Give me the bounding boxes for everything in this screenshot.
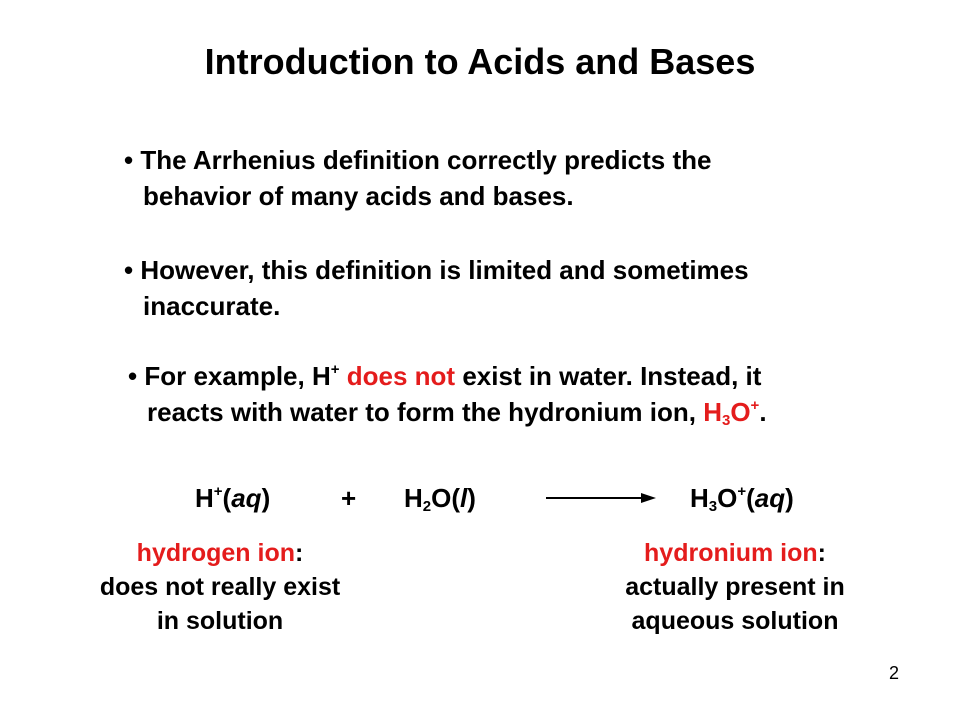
bullet-text: behavior of many acids and bases. [143, 181, 574, 211]
note-hydrogen-ion: hydrogen ion: does not really exist in solution [40, 536, 400, 638]
bullet-line: reacts with water to form the hydronium ion, $H_3O^+$. [147, 397, 767, 429]
note-line: actually present in [625, 573, 845, 601]
bullet-line [124, 178, 711, 214]
bullet-arrhenius [124, 142, 711, 214]
bullet-dot: • [128, 361, 138, 391]
superscript: + [330, 361, 340, 378]
bullet-example [128, 358, 767, 430]
bullet-line [124, 142, 711, 178]
hydronium-formula: $H_3O^+$ [703, 397, 760, 429]
bullet-text: However, this definition is limited and sometimes [140, 255, 749, 285]
bullet-dot: • [124, 255, 134, 285]
bullet-text: inaccurate. [143, 291, 281, 321]
reaction-arrow-icon [545, 490, 657, 506]
highlight-text: does not [346, 361, 456, 391]
note-hydronium-ion: hydronium ion: actually present in aqueous solution [570, 536, 900, 638]
slide-title: Introduction to Acids and Bases [204, 41, 756, 82]
bullet-text: The Arrhenius definition correctly predicts the [140, 145, 712, 175]
equation-reactant-hydrogen: H+(aq) [195, 483, 271, 513]
note-line: in solution [156, 607, 284, 635]
note-label: hydrogen ion [136, 539, 295, 567]
bullet-limitation [124, 252, 749, 324]
bullet-text: reacts with water to form the hydronium ion, [147, 397, 696, 427]
equation-reactant-water: $H_2O(l)$ [404, 483, 476, 515]
page-number: 2 [889, 663, 900, 683]
note-line: aqueous solution [631, 607, 839, 635]
note-line: does not really exist [99, 573, 341, 601]
bullet-line [124, 252, 749, 288]
equation-product-hydronium: $H_3O^+(aq)$ [690, 483, 794, 515]
bullet-text: exist in water. Instead, it [462, 361, 762, 391]
bullet-dot: • [124, 145, 134, 175]
note-label: hydronium ion [644, 539, 818, 567]
bullet-text: For example, H [144, 361, 331, 391]
equation-plus: + [341, 483, 357, 513]
bullet-line [124, 288, 749, 324]
bullet-line [128, 358, 767, 394]
